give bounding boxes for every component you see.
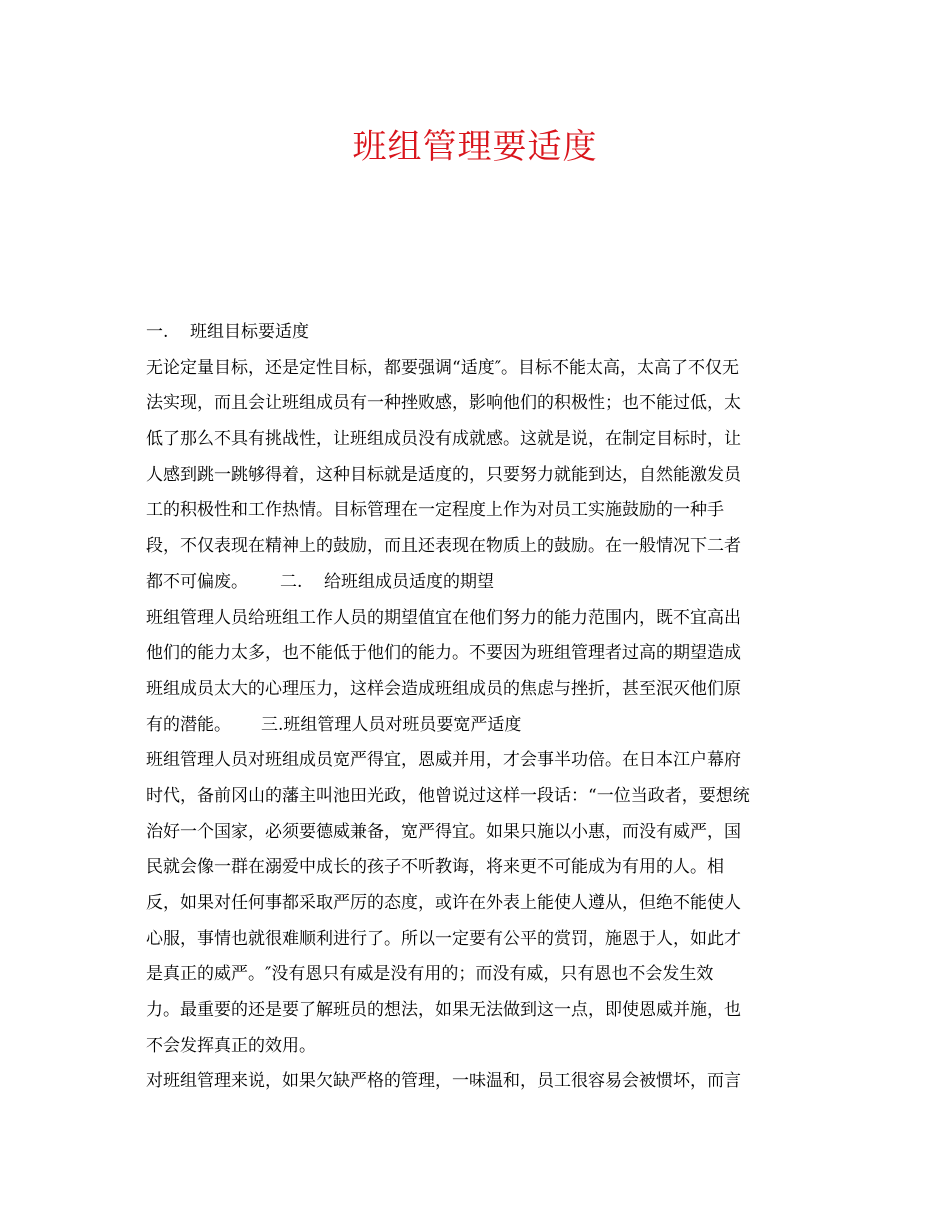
paragraph-line: 班组管理人员给班组工作人员的期望值宜在他们努力的能力范围内，既不宜高出 bbox=[146, 607, 741, 628]
paragraph-line: 都不可偏废。 bbox=[146, 571, 248, 592]
paragraph-line: 段，不仅表现在精神上的鼓励，而且还表现在物质上的鼓励。在一般情况下二者 bbox=[146, 536, 741, 557]
section-1-heading bbox=[146, 315, 810, 351]
section-1-number: 一. bbox=[146, 322, 169, 342]
paragraph-line: 低了那么不具有挑战性，让班组成员没有成就感。这就是说，在制定目标时，让 bbox=[146, 429, 741, 450]
section-2-number: 二. bbox=[280, 571, 303, 592]
paragraph-line: 有的潜能。 bbox=[146, 714, 231, 735]
paragraph-line: 他们的能力太多，也不能低于他们的能力。不要因为班组管理者过高的期望造成 bbox=[146, 643, 741, 664]
section-2-title: 给班组成员适度的期望 bbox=[324, 571, 494, 592]
paragraph-line: 时代，备前冈山的藩主叫池田光政，他曾说过这样一段话：“一位当政者，要想统 bbox=[146, 785, 750, 806]
paragraph-line-with-heading bbox=[146, 708, 810, 744]
paragraph-line-with-heading bbox=[146, 565, 810, 601]
paragraph-line: 班组成员太大的心理压力，这样会造成班组成员的焦虑与挫折，甚至泯灭他们原 bbox=[146, 678, 741, 699]
paragraph-line: 治好一个国家，必须要德威兼备，宽严得宜。如果只施以小惠，而没有威严，国 bbox=[146, 821, 741, 842]
section-1-title: 班组目标要适度 bbox=[190, 322, 309, 342]
paragraph-line: 反，如果对任何事都采取严厉的态度，或许在外表上能使人遵从，但绝不能使人 bbox=[146, 893, 741, 913]
paragraph-line: 无论定量目标，还是定性目标，都要强调“适度″。目标不能太高，太高了不仅无 bbox=[146, 357, 740, 378]
page-title: 班组管理要适度 bbox=[352, 127, 598, 167]
paragraph-line: 工的积极性和工作热情。目标管理在一定程度上作为对员工实施鼓励的一种手 bbox=[146, 500, 724, 521]
paragraph-line: 心服，事情也就很难顺利进行了。所以一定要有公平的赏罚，施恩于人，如此才 bbox=[146, 928, 741, 949]
paragraph-line: 不会发挥真正的效用。 bbox=[146, 1035, 316, 1056]
paragraph-line: 班组管理人员对班组成员宽严得宜，恩威并用，才会事半功倍。在日本江户幕府 bbox=[146, 750, 741, 771]
document-body bbox=[146, 315, 810, 1100]
paragraph-line: 民就会像一群在溺爱中成长的孩子不听教诲，将来更不可能成为有用的人。相 bbox=[146, 857, 724, 878]
paragraph-line: 力。最重要的还是要了解班员的想法，如果无法做到这一点，即使恩威并施，也 bbox=[146, 1000, 741, 1021]
section-3-title: 三.班组管理人员对班员要宽严适度 bbox=[261, 714, 522, 735]
paragraph-line: 对班组管理来说，如果欠缺严格的管理，一味温和，员工很容易会被惯坏，而言 bbox=[146, 1071, 741, 1092]
paragraph-line: 人感到跳一跳够得着，这种目标就是适度的，只要努力就能到达，自然能激发员 bbox=[146, 464, 741, 485]
paragraph-line: 法实现，而且会让班组成员有一种挫败感，影响他们的积极性；也不能过低，太 bbox=[146, 393, 741, 414]
paragraph-line: 是真正的威严。″没有恩只有威是没有用的；而没有威，只有恩也不会发生效 bbox=[146, 964, 714, 985]
